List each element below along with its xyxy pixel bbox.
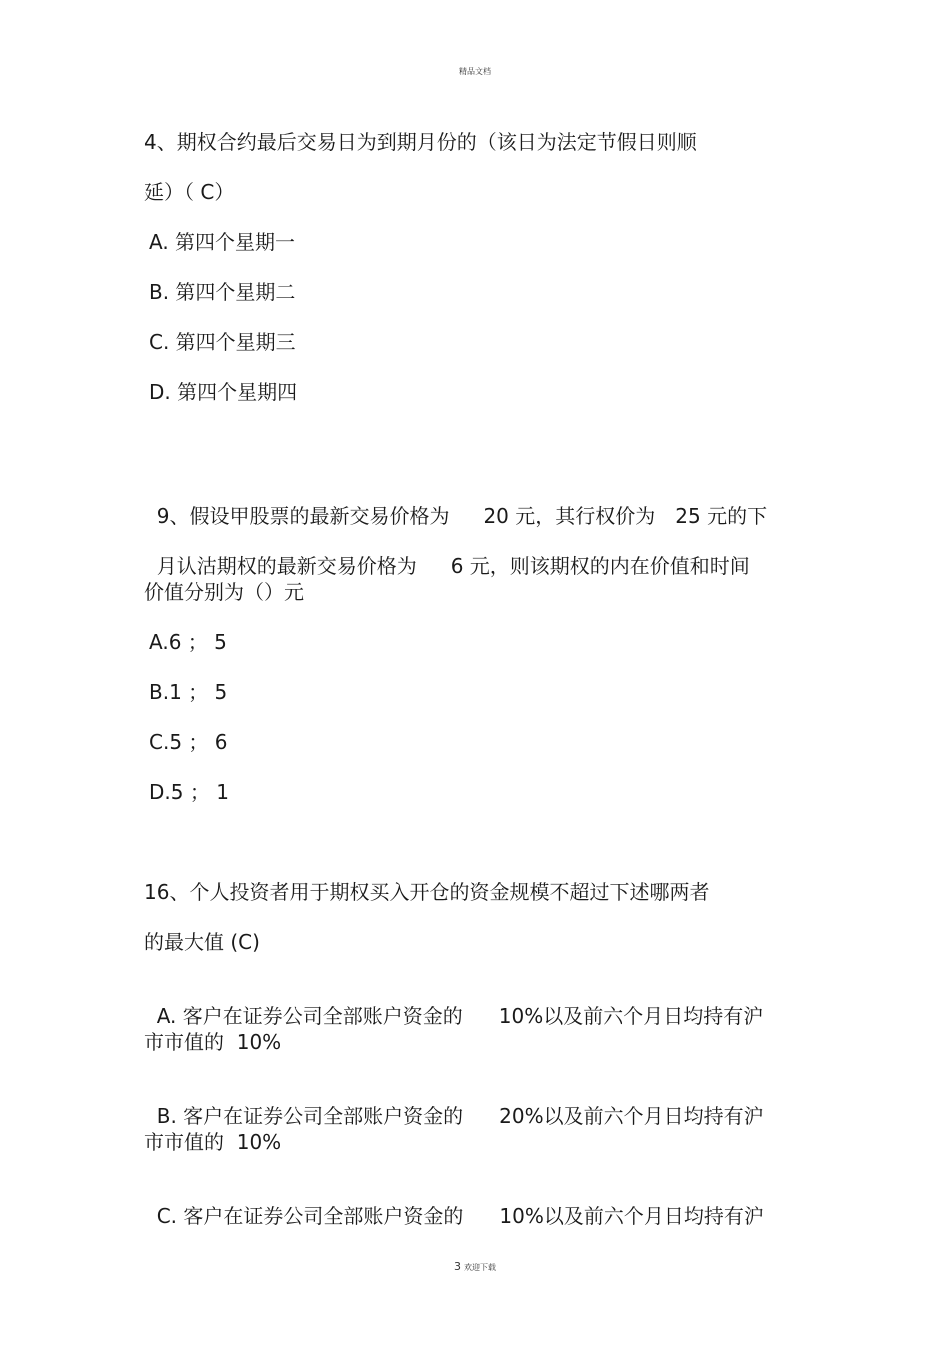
page-footer xyxy=(0,1260,950,1273)
q16-option-b-part2: 20%以及前六个月日均持有沪 xyxy=(499,1104,764,1128)
q9-stem-line2 xyxy=(144,530,750,578)
q16-option-c-part1: C. 客户在证券公司全部账户资金的 xyxy=(156,1204,464,1228)
page-header: 精品文档 xyxy=(459,67,491,76)
q9-option-a: A.6 ； 5 xyxy=(149,630,227,654)
q4-option-b: B. 第四个星期二 xyxy=(149,280,296,304)
q16-stem-line2: 的最大值 (C) xyxy=(144,930,260,954)
q9-stem-line1 xyxy=(144,480,767,528)
q9-option-c: C.5 ； 6 xyxy=(149,730,228,754)
q16-stem-line1: 16、个人投资者用于期权买入开仓的资金规模不超过下述哪两者 xyxy=(144,880,710,904)
q9-stem-line3: 价值分别为（）元 xyxy=(144,580,304,604)
q4-option-d: D. 第四个星期四 xyxy=(149,380,298,404)
q16-option-a-part2: 10%以及前六个月日均持有沪 xyxy=(498,1004,764,1028)
q9-stem-line1-part-c: 25 元的下 xyxy=(675,504,768,528)
q4-option-a: A. 第四个星期一 xyxy=(149,230,296,254)
q16-option-b-line2: 市市值的 10% xyxy=(144,1130,282,1154)
q4-stem-line2: 延）（ C） xyxy=(144,180,235,204)
q9-option-b: B.1 ； 5 xyxy=(149,680,228,704)
q9-stem-line2-part-a: 月认沽期权的最新交易价格为 xyxy=(156,554,417,578)
q16-option-a-line2: 市市值的 10% xyxy=(144,1030,282,1054)
q16-option-a-part1: A. 客户在证券公司全部账户资金的 xyxy=(156,1004,463,1028)
q9-stem-line1-part-b: 20 元，其行权价为 xyxy=(483,504,656,528)
q16-option-c-line1 xyxy=(144,1180,764,1228)
q16-option-b-part1: B. 客户在证券公司全部账户资金的 xyxy=(156,1104,464,1128)
q9-stem-line2-part-b: 6 元，则该期权的内在价值和时间 xyxy=(450,554,750,578)
q16-option-a-line1 xyxy=(144,980,763,1028)
q9-option-d: D.5 ； 1 xyxy=(149,780,229,804)
footer-text: 欢迎下载 xyxy=(464,1263,496,1272)
q16-option-c-part2: 10%以及前六个月日均持有沪 xyxy=(499,1204,764,1228)
q4-option-c: C. 第四个星期三 xyxy=(149,330,296,354)
q16-option-b-line1 xyxy=(144,1080,764,1128)
q4-stem-line1: 4、期权合约最后交易日为到期月份的（该日为法定节假日则顺 xyxy=(144,130,697,154)
q9-stem-line1-part-a: 9、假设甲股票的最新交易价格为 xyxy=(156,504,450,528)
page-number: 3 xyxy=(454,1260,461,1273)
